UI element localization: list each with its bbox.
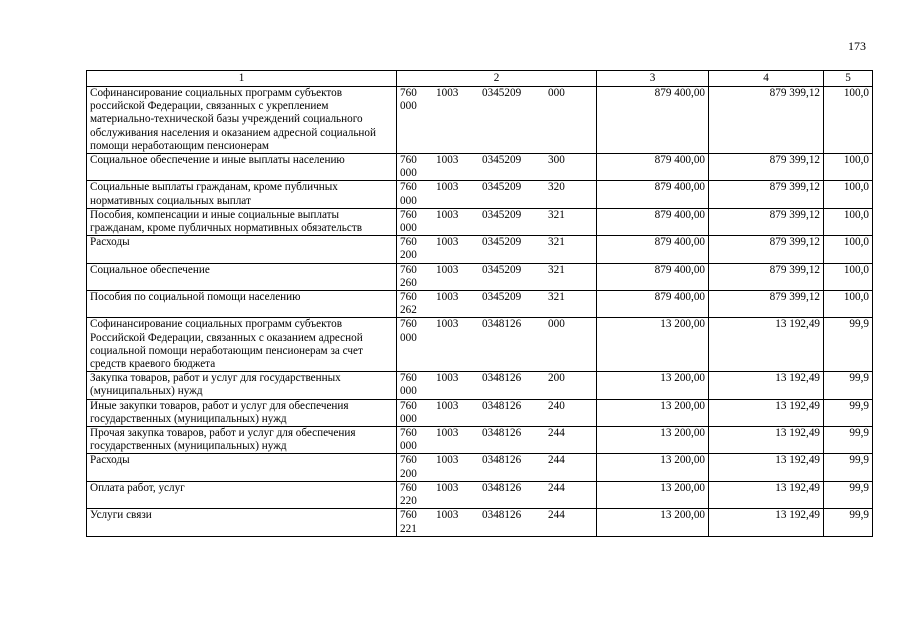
executed-amount: 13 192,49 [709,427,824,454]
table-header-row [87,71,873,87]
code-value: 0345209 [482,87,522,99]
planned-amount: 879 400,00 [597,263,709,290]
execution-percent: 99,9 [824,372,873,399]
row-description: Закупка товаров, работ и услуг для государственных (муниципальных) нужд [87,372,397,399]
row-codes [397,399,597,426]
row-description: Социальные выплаты гражданам, кроме публичных нормативных социальных выплат [87,181,397,208]
execution-percent: 100,0 [824,291,873,318]
row-codes [397,181,597,208]
planned-amount: 13 200,00 [597,509,709,536]
row-description: Софинансирование социальных программ субъектов российской Федерации, связанных с укреплением материально-технической базы учреждений социального обслуживания населения и оказанием адресной социальной помощи неработающим пенсионерам [87,87,397,154]
execution-percent: 100,0 [824,208,873,235]
executed-amount: 879 399,12 [709,208,824,235]
code-value: 1003 [436,427,459,440]
code-value: 1003 [436,263,459,276]
row-codes [397,87,597,154]
table-row [87,181,873,208]
code-value: 0345209 [482,154,522,167]
code-value: 760 [400,509,417,522]
execution-percent: 99,9 [824,509,873,536]
code-value: 760 [400,87,417,99]
table-row [87,263,873,290]
code-value: 0348126 [482,318,522,331]
planned-amount: 13 200,00 [597,454,709,481]
code-value: 240 [548,399,565,412]
executed-amount: 879 399,12 [709,87,824,154]
table-row [87,454,873,481]
code-value: 321 [548,208,565,221]
code-value: 1003 [436,154,459,167]
planned-amount: 13 200,00 [597,399,709,426]
executed-amount: 879 399,12 [709,181,824,208]
row-codes [397,427,597,454]
row-description: Социальное обеспечение и иные выплаты населению [87,154,397,181]
row-codes [397,208,597,235]
code-value: 760 [400,154,417,167]
code-value: 000 [400,222,417,235]
code-value: 320 [548,181,565,194]
row-description: Услуги связи [87,509,397,536]
code-value: 0348126 [482,399,522,412]
column-header: 2 [397,71,597,87]
executed-amount: 13 192,49 [709,509,824,536]
code-value: 321 [548,263,565,276]
code-value: 000 [400,331,417,344]
code-value: 000 [400,100,417,113]
page-number: 173 [848,39,866,53]
row-description: Пособия по социальной помощи населению [87,291,397,318]
code-value: 760 [400,181,417,194]
code-value: 760 [400,291,417,304]
code-value: 321 [548,291,565,304]
code-value: 000 [548,318,565,331]
row-codes [397,481,597,508]
code-value: 000 [400,167,417,180]
planned-amount: 879 400,00 [597,181,709,208]
executed-amount: 13 192,49 [709,399,824,426]
row-description: Софинансирование социальных программ субъектов Российской Федерации, связанных с оказанием адресной социальной помощи неработающим пенсионерам за счет средств краевого бюджета [87,318,397,372]
code-value: 244 [548,427,565,440]
row-codes [397,263,597,290]
code-value: 1003 [436,372,459,385]
table-row [87,236,873,263]
code-value: 1003 [436,454,459,467]
table-row [87,399,873,426]
execution-percent: 99,9 [824,399,873,426]
row-description: Иные закупки товаров, работ и услуг для обеспечения государственных (муниципальных) нужд [87,399,397,426]
planned-amount: 879 400,00 [597,236,709,263]
table-row [87,372,873,399]
code-value: 000 [400,440,417,453]
code-value: 0348126 [482,454,522,467]
executed-amount: 13 192,49 [709,481,824,508]
planned-amount: 879 400,00 [597,208,709,235]
table-row [87,318,873,372]
row-description: Пособия, компенсации и иные социальные выплаты гражданам, кроме публичных нормативных обязательств [87,208,397,235]
code-value: 0345209 [482,291,522,304]
code-value: 1003 [436,208,459,221]
code-value: 0345209 [482,181,522,194]
code-value: 0348126 [482,481,522,494]
code-value: 1003 [436,291,459,304]
executed-amount: 13 192,49 [709,454,824,481]
planned-amount: 13 200,00 [597,318,709,372]
execution-percent: 100,0 [824,87,873,154]
row-codes [397,154,597,181]
code-value: 321 [548,236,565,249]
code-value: 200 [400,467,417,480]
code-value: 244 [548,509,565,522]
planned-amount: 13 200,00 [597,427,709,454]
planned-amount: 879 400,00 [597,291,709,318]
code-value: 1003 [436,509,459,522]
table-row [87,427,873,454]
row-codes [397,318,597,372]
planned-amount: 13 200,00 [597,481,709,508]
code-value: 760 [400,481,417,494]
execution-percent: 100,0 [824,236,873,263]
code-value: 260 [400,276,417,289]
code-value: 0345209 [482,236,522,249]
column-header: 4 [709,71,824,87]
table-body [87,87,873,537]
row-description: Расходы [87,454,397,481]
code-value: 760 [400,372,417,385]
executed-amount: 879 399,12 [709,263,824,290]
code-value: 1003 [436,318,459,331]
row-description: Прочая закупка товаров, работ и услуг для обеспечения государственных (муниципальных) нужд [87,427,397,454]
table-row [87,87,873,154]
table-row [87,509,873,536]
execution-percent: 100,0 [824,154,873,181]
planned-amount: 13 200,00 [597,372,709,399]
table-row [87,481,873,508]
row-codes [397,509,597,536]
execution-percent: 100,0 [824,181,873,208]
execution-percent: 99,9 [824,427,873,454]
code-value: 760 [400,236,417,249]
execution-percent: 99,9 [824,481,873,508]
execution-percent: 100,0 [824,263,873,290]
row-description: Социальное обеспечение [87,263,397,290]
planned-amount: 879 400,00 [597,87,709,154]
column-header: 1 [87,71,397,87]
code-value: 1003 [436,181,459,194]
code-value: 1003 [436,481,459,494]
table-row [87,291,873,318]
code-value: 220 [400,495,417,508]
code-value: 760 [400,427,417,440]
code-value: 760 [400,399,417,412]
code-value: 244 [548,454,565,467]
executed-amount: 879 399,12 [709,236,824,263]
code-value: 0348126 [482,372,522,385]
row-codes [397,291,597,318]
column-header: 3 [597,71,709,87]
row-codes [397,236,597,263]
execution-percent: 99,9 [824,454,873,481]
code-value: 760 [400,454,417,467]
code-value: 000 [548,87,565,99]
code-value: 200 [548,372,565,385]
code-value: 760 [400,318,417,331]
code-value: 1003 [436,87,459,99]
table-row [87,208,873,235]
code-value: 0348126 [482,509,522,522]
execution-percent: 99,9 [824,318,873,372]
row-codes [397,454,597,481]
column-header: 5 [824,71,873,87]
code-value: 1003 [436,399,459,412]
code-value: 760 [400,263,417,276]
executed-amount: 13 192,49 [709,372,824,399]
row-description: Оплата работ, услуг [87,481,397,508]
code-value: 200 [400,249,417,262]
row-description: Расходы [87,236,397,263]
executed-amount: 879 399,12 [709,291,824,318]
budget-table [86,70,873,537]
executed-amount: 879 399,12 [709,154,824,181]
code-value: 1003 [436,236,459,249]
code-value: 262 [400,304,417,317]
table-row [87,154,873,181]
code-value: 300 [548,154,565,167]
code-value: 000 [400,412,417,425]
code-value: 0348126 [482,427,522,440]
code-value: 0345209 [482,208,522,221]
code-value: 000 [400,194,417,207]
code-value: 000 [400,385,417,398]
code-value: 760 [400,208,417,221]
row-codes [397,372,597,399]
code-value: 0345209 [482,263,522,276]
code-value: 221 [400,522,417,535]
planned-amount: 879 400,00 [597,154,709,181]
code-value: 244 [548,481,565,494]
executed-amount: 13 192,49 [709,318,824,372]
